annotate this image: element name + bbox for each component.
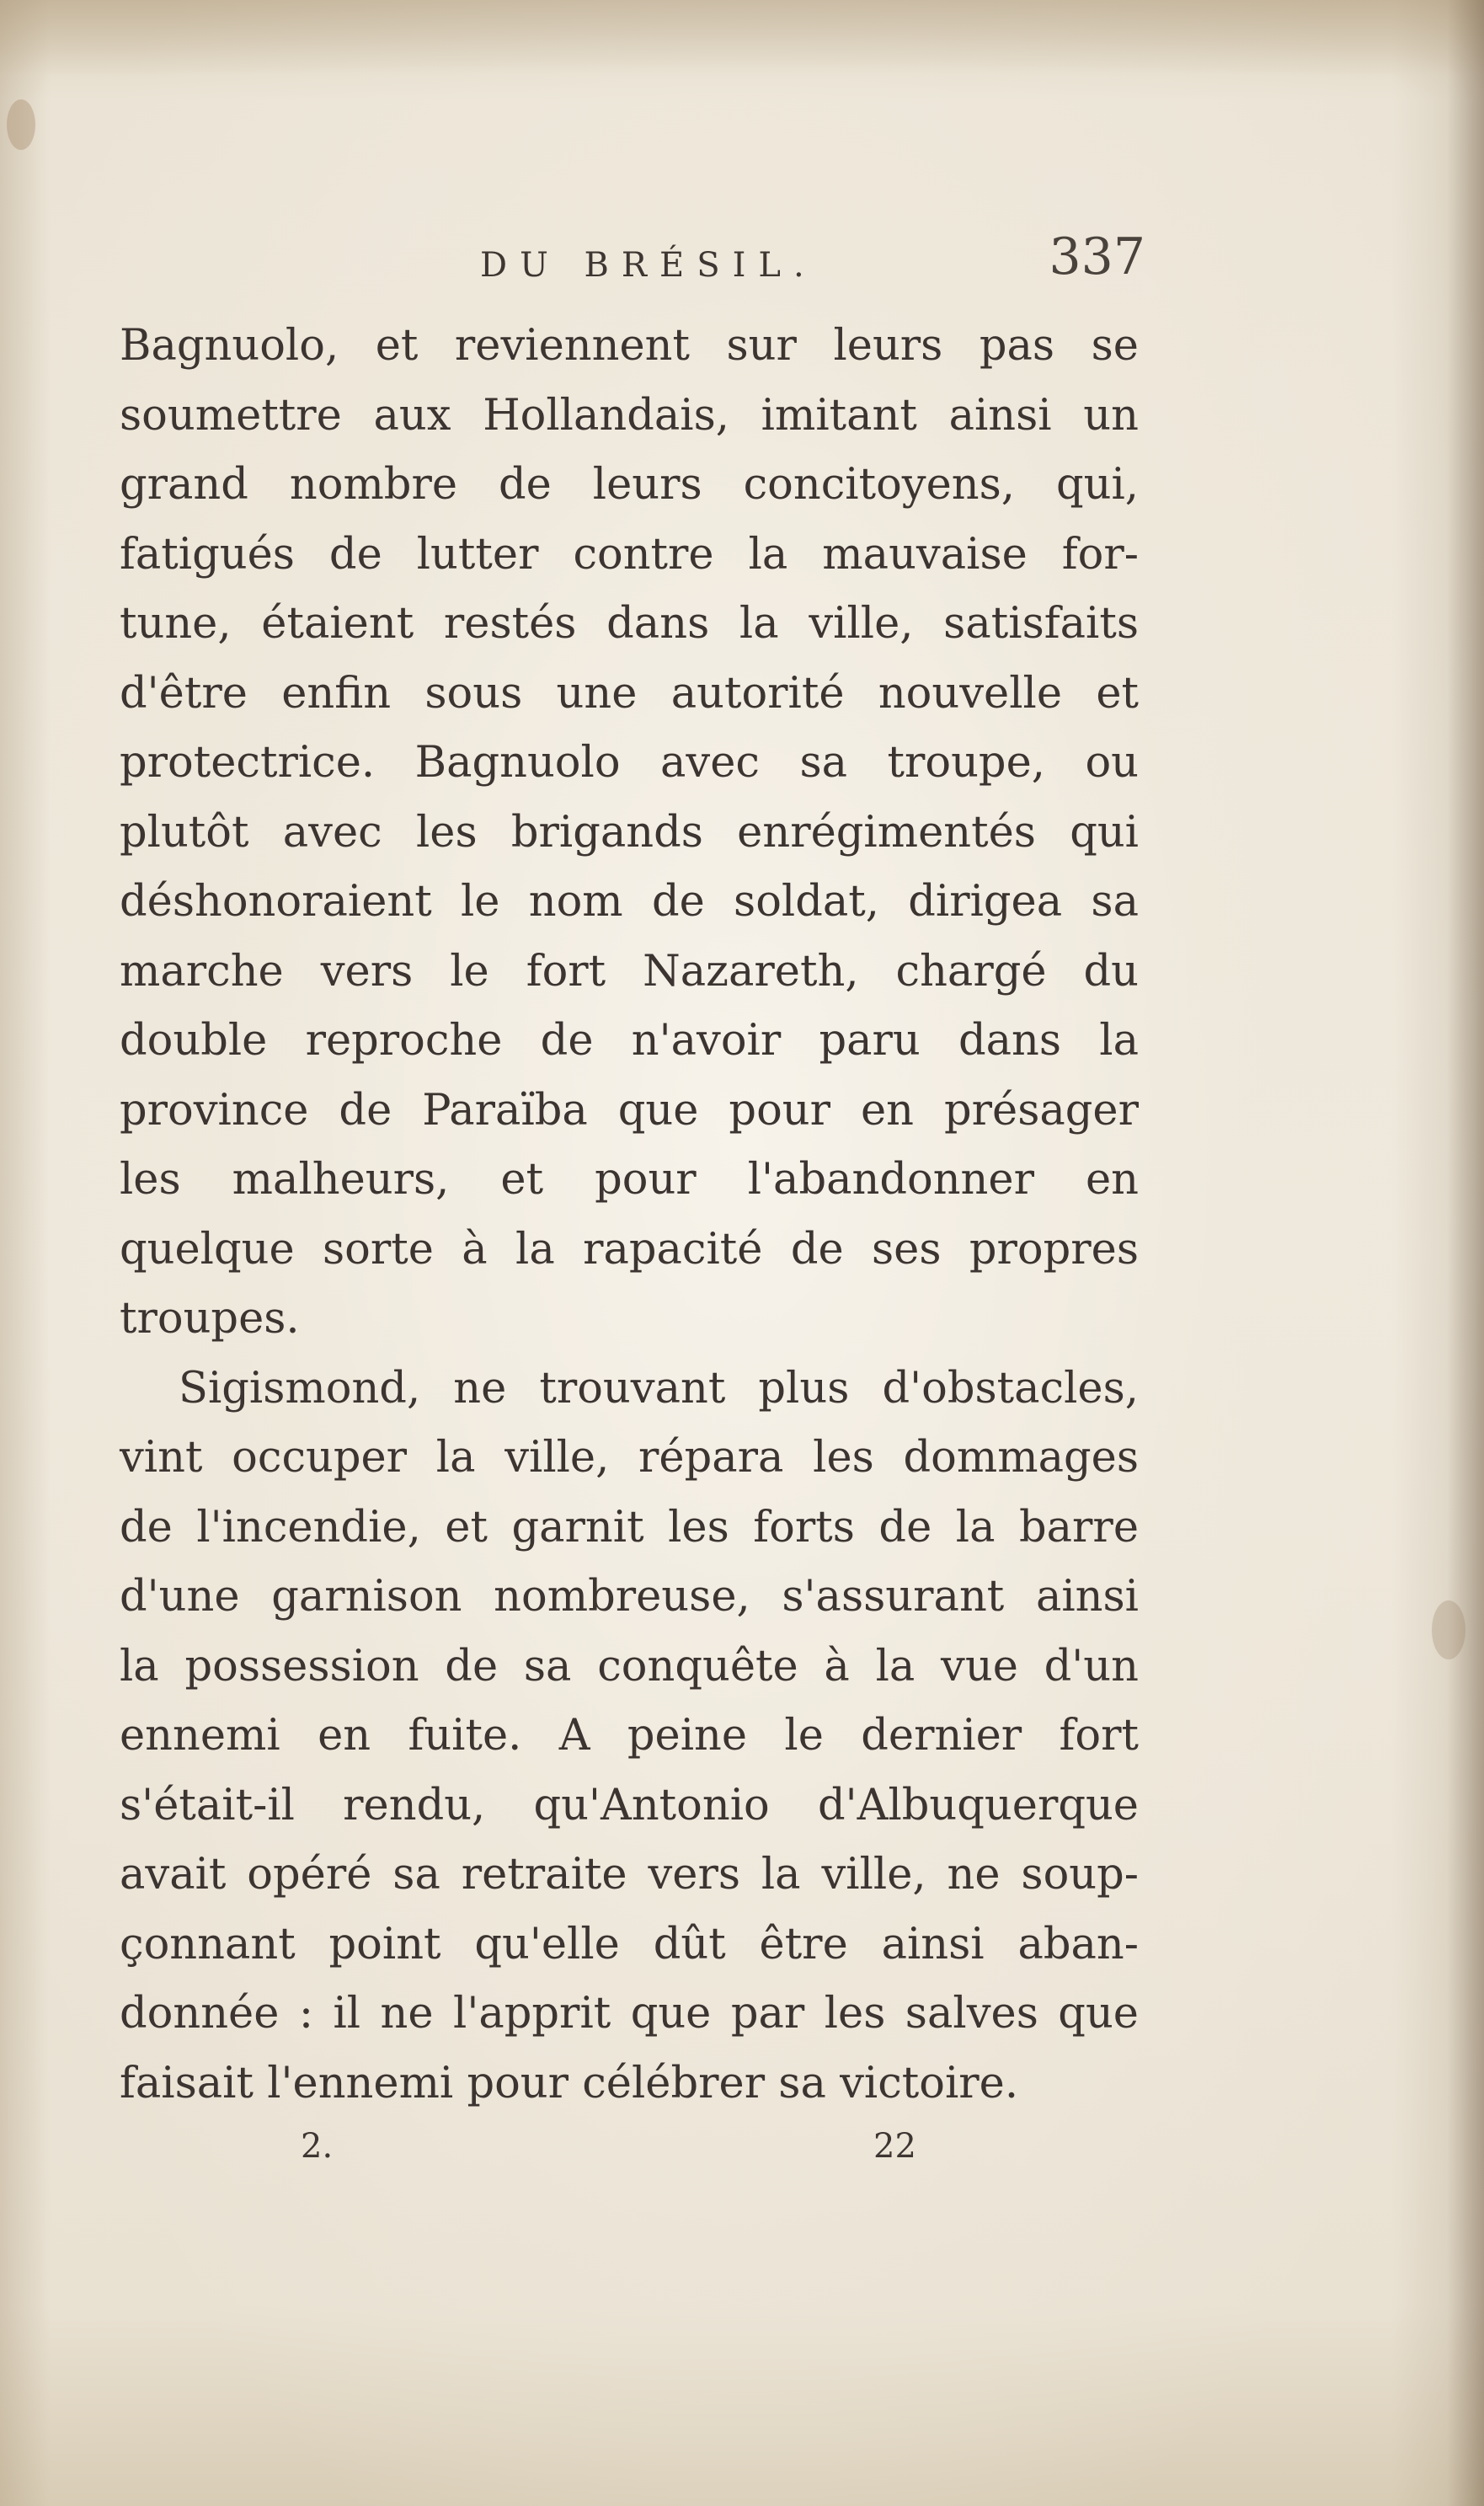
text-line: donnée : il ne l'apprit que par les salves que <box>120 1989 1139 2038</box>
page-header <box>118 227 1145 303</box>
page-number: 337 <box>1049 227 1145 286</box>
text-line: de l'incendie, et garnit les forts de la barre <box>120 1502 1139 1552</box>
text-line: la possession de sa conquête à la vue d'un <box>120 1641 1139 1691</box>
page-footer <box>120 2127 1139 2186</box>
volume-signature: 2. <box>301 2127 334 2166</box>
text-line: marche vers le fort Nazareth, chargé du <box>120 946 1139 997</box>
page-right-shadow <box>1391 0 1484 2506</box>
text-line: s'était-il rendu, qu'Antonio d'Albuquerque <box>120 1780 1139 1830</box>
text-line: plutôt avec les brigands enrégimentés qui <box>120 807 1139 858</box>
paragraph-start-line: Sigismond, ne trouvant plus d'obstacles, <box>179 1363 1139 1413</box>
text-line: déshonoraient le nom de soldat, dirigea sa <box>120 877 1139 927</box>
text-line: protectrice. Bagnuolo avec sa troupe, ou <box>120 738 1139 788</box>
text-line: grand nombre de leurs concitoyens, qui, <box>120 460 1139 510</box>
paper-stain <box>7 99 35 150</box>
page-left-shadow <box>0 0 51 2506</box>
text-line: d'une garnison nombreuse, s'assurant ainsi <box>120 1572 1139 1622</box>
paper-stain <box>1432 1600 1465 1659</box>
text-line: d'être enfin sous une autorité nouvelle et <box>120 668 1139 719</box>
text-line: quelque sorte à la rapacité de ses propres <box>120 1224 1139 1274</box>
page-top-shadow <box>0 0 1484 76</box>
text-line: double reproche de n'avoir paru dans la <box>120 1016 1139 1066</box>
text-line: ennemi en fuite. A peine le dernier fort <box>120 1711 1139 1761</box>
text-line: tune, étaient restés dans la ville, satisfaits <box>120 599 1139 649</box>
text-line: soumettre aux Hollandais, imitant ainsi un <box>120 390 1139 441</box>
running-head: DU BRÉSIL. <box>480 246 817 285</box>
text-line: province de Paraïba que pour en présager <box>120 1085 1139 1135</box>
text-line: Bagnuolo, et reviennent sur leurs pas se <box>120 321 1139 371</box>
text-line: vint occuper la ville, répara les dommages <box>120 1433 1139 1483</box>
paragraph-end-line: troupes. <box>120 1294 300 1344</box>
body-text <box>120 312 1139 2119</box>
gathering-signature: 22 <box>873 2127 916 2166</box>
text-line: çonnant point qu'elle dût être ainsi aban- <box>120 1919 1139 1969</box>
text-line: fatigués de lutter contre la mauvaise for- <box>120 529 1139 580</box>
text-line: les malheurs, et pour l'abandonner en <box>120 1155 1139 1205</box>
text-line: avait opéré sa retraite vers la ville, ne soup- <box>120 1850 1139 1900</box>
text-line: faisait l'ennemi pour célébrer sa victoire. <box>120 2058 1019 2108</box>
